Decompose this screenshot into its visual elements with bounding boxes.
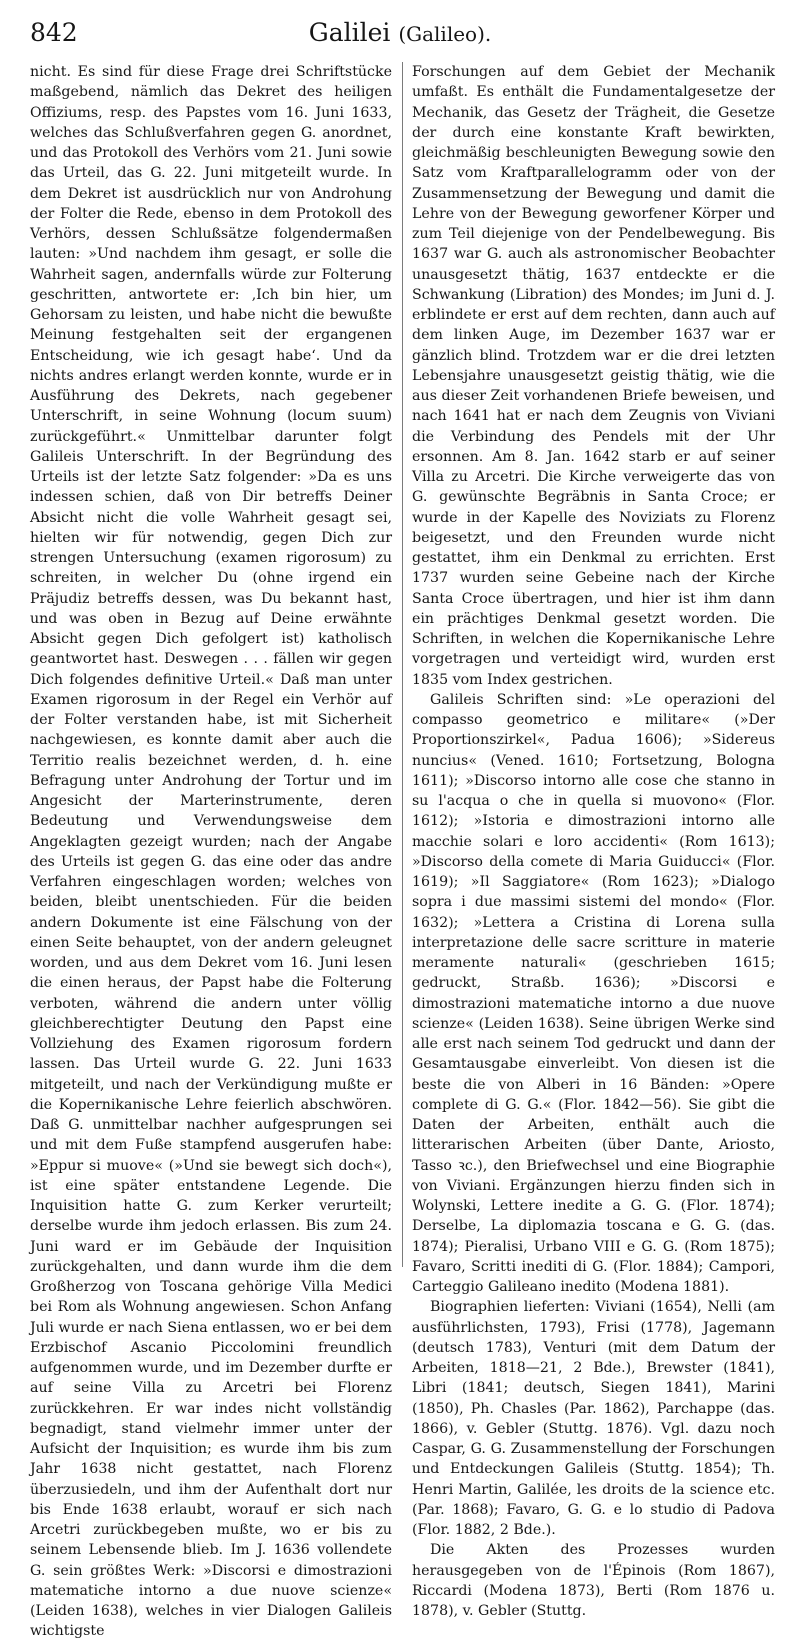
paragraph: nicht. Es sind für diese Frage drei Schriftstücke maßgebend, nämlich das Dekret des heiligen Offiziums, resp. des Papstes vom 16. Juni 1633, welches das Schlußverfahren gegen G. anordnet, und das Protokoll des Verhörs vom 21. Juni sowie das Urteil, das G. 22. Juni mitgeteilt wurde. In dem Dekret ist ausdrücklich nur von Androhung der Folter die Rede, ebenso in dem Protokoll des Verhörs, dessen Schlußsätze folgendermaßen lauten: »Und nachdem ihm gesagt, er solle die Wahrheit sagen, andernfalls würde zur Folterung geschritten, antwortete er: ‚Ich bin hier, um Gehorsam zu leisten, und habe nicht die bewußte Meinung festgehalten seit der ergangenen Entscheidung, wie ich gesagt habe‘. Und da nichts andres erlangt werden konnte, wurde er in Ausführung des Dekrets, nach gegebener Unterschrift, in seine Wohnung (locum suum) zurückgeführt.« Unmittelbar darunter folgt Galileis Unterschrift. In der Begründung des Urteils ist der letzte Satz folgender: »Da es uns indessen schien, daß von Dir betreffs Deiner Absicht nicht die volle Wahrheit gesagt sei, hielten wir für notwendig, gegen Dich zur strengen Untersuchung (examen rigorosum) zu schreiten, in welcher Du (ohne irgend ein Präjudiz betreffs dessen, was Du bekannt hast, und was oben in Bezug auf Deine erwähnte Absicht gegen Dich gefolgert ist) katholisch geantwortet hast. Deswegen . . . fällen wir gegen Dich folgendes definitive Urteil.« Daß man unter Examen rigorosum in der Regel ein Verhör auf der Folter verstanden habe, ist mit Sicherheit nachgewiesen, es konnte damit aber auch die Territio realis bezeichnet werden, d. h. eine Befragung unter Androhung der Tortur und im Angesicht der Marterinstrumente, deren Bedeutung und Verwendungsweise dem Angeklagten gezeigt wurden; nach der Angabe des Urteils ist gegen G. das eine oder das andre Verfahren eingeschlagen worden; welches von beiden, bleibt unentschieden. Für die beiden andern Dokumente ist eine Fälschung von der einen Seite behauptet, von der andern geleugnet worden, und aus dem Dekret vom 16. Juni lesen die einen heraus, der Papst habe die Folterung verboten, während die andern unter völlig gleichberechtigter Deutung den Papst eine Vollziehung des Examen rigorosum fordern lassen. Das Urteil wurde G. 22. Juni 1633 mitgeteilt, und nach der Verkündigung mußte er die Kopernikanische Lehre feierlich abschwören. Daß G. unmittelbar nachher aufgesprungen sei und mit dem Fuße stampfend ausgerufen habe: »Eppur si muove« (»Und sie bewegt sich doch«), ist eine später entstandene Legende. Die Inquisition hatte G. zum Kerker verurteilt; derselbe wurde ihm jedoch erlassen. Bis zum 24. Juni ward er im Gebäude der Inquisition zurückgehalten, und dann wurde ihm die dem Großherzog von Toscana gehörige Villa Medici bei Rom als Wohnung angewiesen. Schon Anfang Juli wurde er nach Siena entlassen, wo er bei dem Erzbischof Ascanio Piccolomini freundlich aufgenommen wurde, und im Dezember durfte er auf seine Villa zu Arcetri bei Florenz zurückkehren. Er war indes nicht vollständig begnadigt, stand vielmehr immer unter der Aufsicht der Inquisition; es wurde ihm bis zum Jahr 1638 nicht gestattet, nach Florenz überzusiedeln, und ihm der Aufenthalt dort nur bis Ende 1638 erlaubt, worauf er sich nach Arcetri zurückbegeben mußte, wo er bis zu seinem Lebensende blieb. Im J. 1636 vollendete G. sein größtes Werk: »Discorsi e dimostrazioni matematiche intorno a due nuove scienze« (Leiden 1638), welches in vier Dialogen Galileis wichtigste <box>30 64 392 1640</box>
paragraph-works: Galileis Schriften sind: »Le operazioni del compasso geometrico e militare« (»Der Proportionszirkel«, Padua 1606); »Sidereus nuncius« (Vened. 1610; Fortsetzung, Bologna 1611); »Discorso intorno alle cose che stanno in su l'acqua o che in quella si muovono« (Flor. 1612); »Istoria e dimostrazioni intorno alle macchie solari e loro accidenti« (Rom 1613); »Discorso della comete di Maria Guiducci« (Flor. 1619); »Il Saggiatore« (Rom 1623); »Dialogo sopra i due massimi sistemi del mondo« (Flor. 1632); »Lettera a Cristina di Lorena sulla interpretazione delle sacre scritture in materie meramente naturali« (geschrieben 1615; gedruckt, Straßb. 1636); »Discorsi e dimostrazioni matematiche intorno a due nuove scienze« (Leiden 1638). Seine übrigen Werke sind alle erst nach seinem Tod gedruckt und dann der Gesamtausgabe einverleibt. Von diesen ist die beste die von Alberi in 16 Bänden: »Opere complete di G. G.« (Flor. 1842—56). Sie gibt die Daten der Arbeiten, enthält auch die litterarischen Arbeiten (über Dante, Ariosto, Tasso ꝛc.), den Briefwechsel und eine Biographie von Viviani. Ergänzungen hierzu finden sich in Wolynski, Lettere inedite a G. G. (Flor. 1874); Derselbe, La diplomazia toscana e G. G. (das. 1874); Pieralisi, Urbano VIII e G. G. (Rom 1875); Favaro, Scritti inediti di G. (Flor. 1884); Campori, Carteggio Galileano inedito (Modena 1881). <box>412 691 775 1295</box>
paragraph-biographies: Biographien lieferten: Viviani (1654), Nelli (am ausführlichsten, 1793), Frisi (1778), Jagemann (deutsch 1783), Venturi (mit dem Datum der Arbeiten, 1818—21, 2 Bde.), Brewster (1841), Libri (1841; deutsch, Siegen 1841), Marini (1850), Ph. Chasles (Par. 1862), Parchappe (das. 1866), v. Gebler (Stuttg. 1876). Vgl. dazu noch Caspar, G. G. Zusammenstellung der Forschungen und Entdeckungen Galileis (Stuttg. 1854); Th. Henri Martin, Galilée, les droits de la science etc. (Par. 1868); Favaro, G. G. e lo studio di Padova (Flor. 1882, 2 Bde.). <box>412 1299 775 1538</box>
column-divider <box>402 62 403 1267</box>
paragraph-trial-records: Die Akten des Prozesses wurden herausgegeben von de l'Épinois (Rom 1867), Riccardi (Modena 1873), Berti (Rom 1876 u. 1878), v. Gebler (Stuttg. <box>412 1542 775 1619</box>
running-head <box>30 18 770 47</box>
running-head-subtitle: (Galileo). <box>398 22 492 46</box>
page-header <box>30 12 770 52</box>
left-column <box>30 62 392 1640</box>
page-number: 842 <box>30 18 78 47</box>
running-head-title: Galilei <box>308 18 391 47</box>
right-column <box>412 62 775 1619</box>
paragraph: Forschungen auf dem Gebiet der Mechanik umfaßt. Es enthält die Fundamentalgesetze der Mechanik, das Gesetz der Trägheit, die Gesetze der durch eine konstante Kraft bewirkten, gleichmäßig beschleunigten Bewegung sowie den Satz vom Kraftparallelogramm oder von der Zusammensetzung der Bewegung und damit die Lehre von der Bewegung geworfener Körper und zum Teil diejenige von der Pendelbewegung. Bis 1637 war G. auch als astronomischer Beobachter unausgesetzt thätig, 1637 entdeckte er die Schwankung (Libration) des Mondes; im Juni d. J. erblindete er erst auf dem rechten, dann auch auf dem linken Auge, im Dezember 1637 war er gänzlich blind. Trotzdem war er die drei letzten Lebensjahre unausgesetzt geistig thätig, wie die aus dieser Zeit vorhandenen Briefe beweisen, und nach 1641 hat er nach dem Zeugnis von Viviani die Verbindung des Pendels mit der Uhr ersonnen. Am 8. Jan. 1642 starb er auf seiner Villa zu Arcetri. Die Kirche verweigerte das von G. gewünschte Begräbnis in Santa Croce; er wurde in der Kapelle des Noviziats zu Florenz beigesetzt, und den Freunden wurde nicht gestattet, ihm ein Denkmal zu errichten. Erst 1737 wurden seine Gebeine nach der Kirche Santa Croce übertragen, und hier ist ihm dann ein prächtiges Denkmal gesetzt worden. Die Schriften, in welchen die Kopernikanische Lehre vorgetragen und verteidigt wird, wurden erst 1835 vom Index gestrichen. <box>412 64 775 688</box>
